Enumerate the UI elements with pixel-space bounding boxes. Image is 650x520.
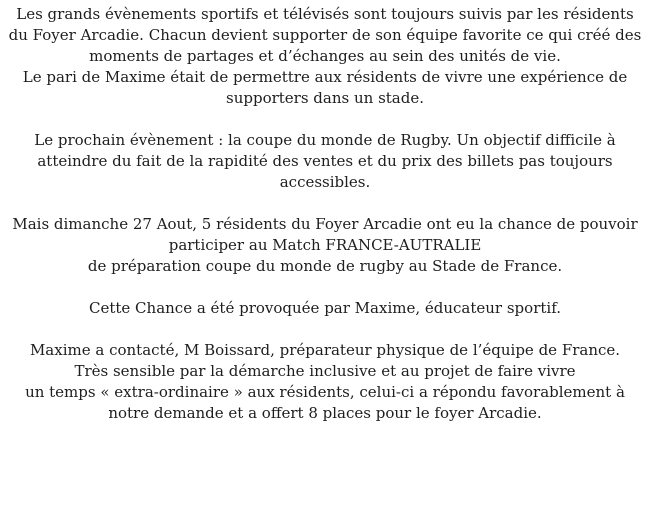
text-line: moments de partages et d’échanges au sein des unités de vie. [89, 47, 561, 65]
paragraph-chance [0, 298, 650, 319]
text-line: participer au Match FRANCE-AUTRALIE [168, 236, 482, 254]
text-line: Le pari de Maxime était de permettre aux résidents de vivre une expérience de [22, 68, 628, 86]
text-line: atteindre du fait de la rapidité des ventes et du prix des billets pas toujours [37, 152, 613, 170]
text-line: Les grands évènements sportifs et télévisés sont toujours suivis par les résidents [16, 5, 634, 23]
text-line: Cette Chance a été provoquée par Maxime, éducateur sportif. [89, 299, 561, 317]
paragraph-match [0, 214, 650, 277]
paragraph-next-event [0, 130, 650, 193]
text-line: Le prochain évènement : la coupe du monde de Rugby. Un objectif difficile à [34, 131, 616, 149]
text-line: notre demande et a offert 8 places pour le foyer Arcadie. [108, 404, 542, 422]
text-line: accessibles. [279, 173, 371, 191]
text-line: du Foyer Arcadie. Chacun devient supporter de son équipe favorite ce qui créé des [8, 26, 642, 44]
paragraph-intro [0, 4, 650, 109]
text-line: Maxime a contacté, M Boissard, préparateur physique de l’équipe de France. [29, 341, 621, 359]
text-line: Très sensible par la démarche inclusive et au projet de faire vivre [74, 362, 576, 380]
text-line: Mais dimanche 27 Aout, 5 résidents du Foyer Arcadie ont eu la chance de pouvoir [12, 215, 638, 233]
text-line: un temps « extra-ordinaire » aux résidents, celui-ci a répondu favorablement à [25, 383, 625, 401]
text-line: de préparation coupe du monde de rugby au Stade de France. [87, 257, 563, 275]
text-line: supporters dans un stade. [226, 89, 424, 107]
paragraph-contact [0, 340, 650, 424]
